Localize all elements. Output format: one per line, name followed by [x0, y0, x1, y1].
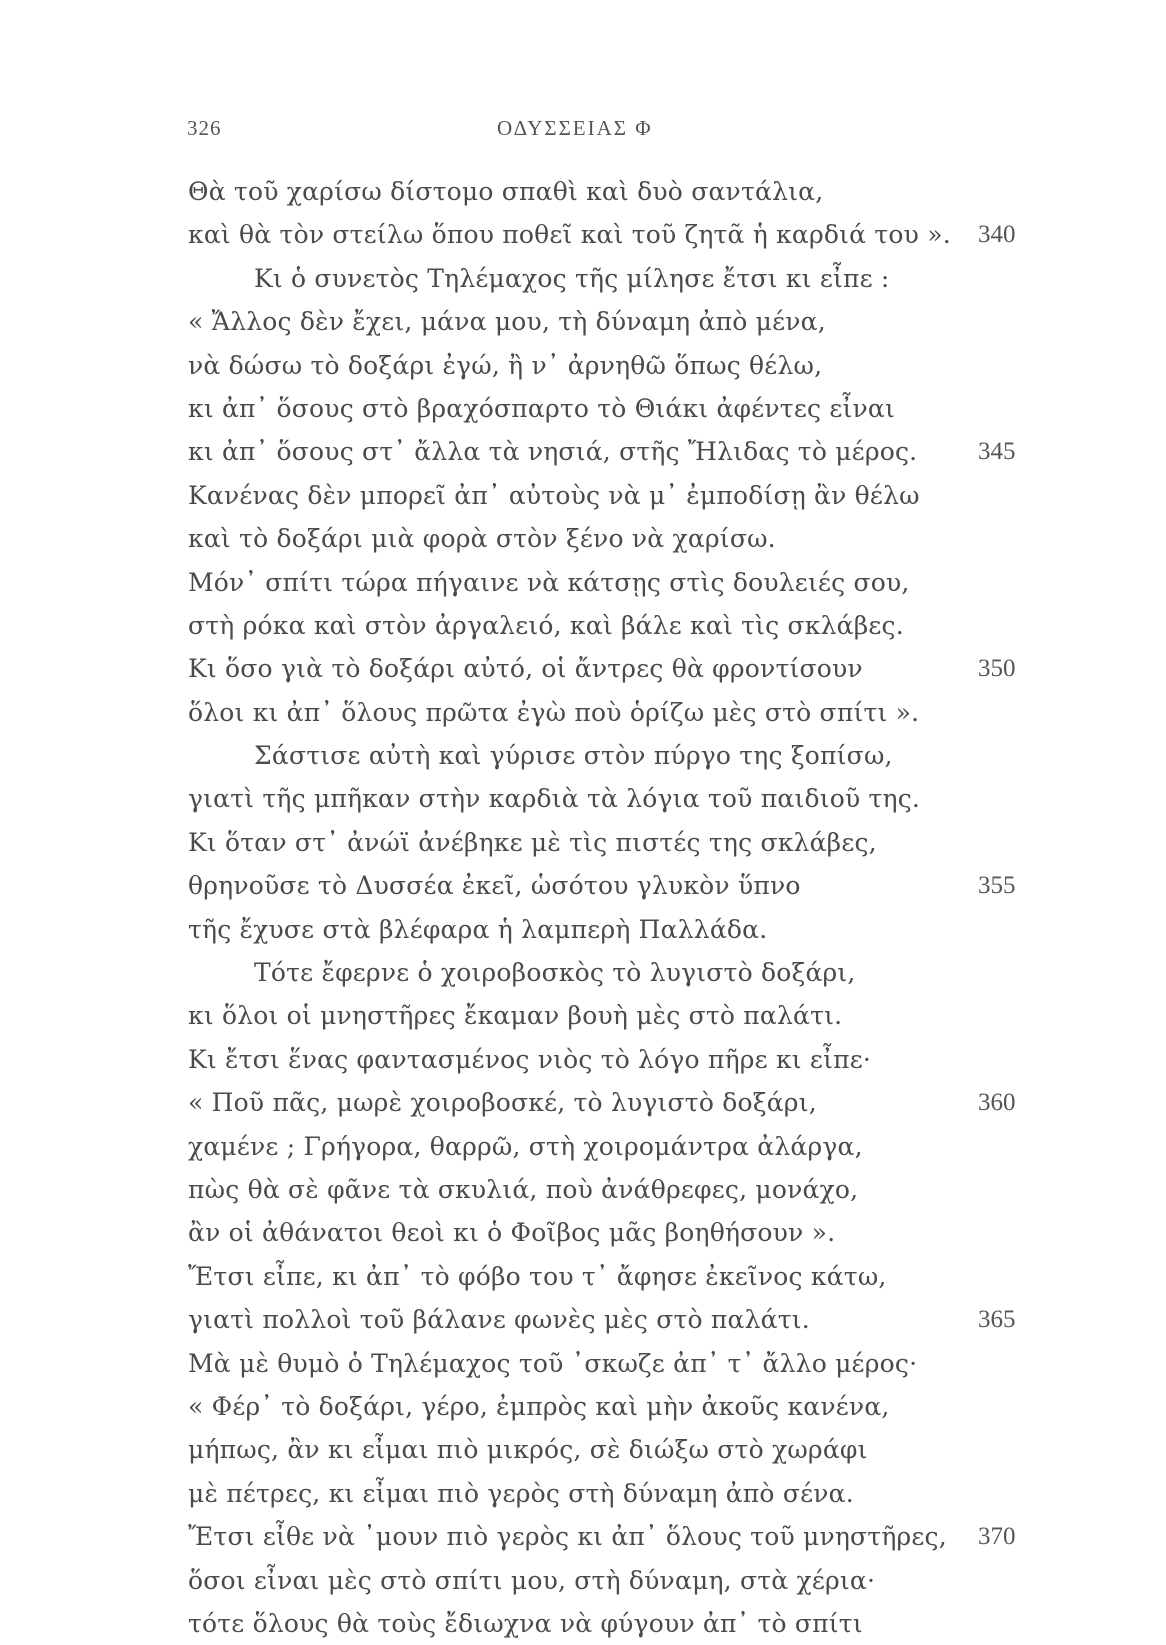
verse-line [188, 430, 1038, 473]
line-number: 350 [978, 655, 1016, 683]
verse-line [188, 734, 1038, 777]
verse-line [188, 1515, 1038, 1558]
verse-text: Τότε ἔφερνε ὁ χοιροβοσκὸς τὸ λυγιστὸ δοξάρι, [254, 958, 856, 988]
verse-text: τότε ὅλους θὰ τοὺς ἔδιωχνα νὰ φύγουν ἀπ᾽ τὸ σπίτι [188, 1608, 863, 1638]
verse-line [188, 1385, 1038, 1428]
verse-line [188, 951, 1038, 994]
page-header [187, 116, 967, 146]
verse-line [188, 994, 1038, 1037]
verse-text: « Ἄλλος δὲν ἔχει, μάνα μου, τὴ δύναμη ἀπὸ μένα, [188, 307, 826, 337]
verse-text: ἂν οἱ ἀθάνατοι θεοὶ κι ὁ Φοῖβος μᾶς βοηθήσουν ». [188, 1218, 836, 1248]
verse-line [188, 1472, 1038, 1515]
verse-text: Σάστισε αὐτὴ καὶ γύρισε στὸν πύργο της ξοπίσω, [254, 741, 893, 771]
verse-line [188, 1038, 1038, 1081]
verse-text: πὼς θὰ σὲ φᾶνε τὰ σκυλιά, ποὺ ἀνάθρεφες, μονάχο, [188, 1174, 859, 1204]
line-number: 340 [978, 221, 1016, 249]
line-number: 355 [978, 872, 1016, 900]
verse-text: χαμένε ; Γρήγορα, θαρρῶ, στὴ χοιρομάντρα ἀλάργα, [188, 1131, 863, 1161]
verse-line [188, 821, 1038, 864]
verse-text: μὲ πέτρες, κι εἶμαι πιὸ γερὸς στὴ δύναμη ἀπὸ σένα. [188, 1478, 854, 1508]
verse-line [188, 213, 1038, 256]
verse-line [188, 1211, 1038, 1254]
verse-line [188, 647, 1038, 690]
line-number: 345 [978, 438, 1016, 466]
verse-text: ὅσοι εἶναι μὲς στὸ σπίτι μου, στὴ δύναμη, στὰ χέρια· [188, 1565, 876, 1595]
verse-line [188, 1125, 1038, 1168]
verse-text: νὰ δώσω τὸ δοξάρι ἐγώ, ἢ ν᾽ ἀρνηθῶ ὅπως θέλω, [188, 350, 823, 380]
page-number: 326 [187, 116, 222, 140]
verse-line [188, 908, 1038, 951]
verse-line [188, 1298, 1038, 1341]
verse-line [188, 1081, 1038, 1124]
verse-text: Θὰ τοῦ χαρίσω δίστομο σπαθὶ καὶ δυὸ σαντάλια, [188, 177, 824, 206]
verse-text: Κι ἔτσι ἕνας φαντασμένος νιὸς τὸ λόγο πῆρε κι εἶπε· [188, 1044, 872, 1074]
verse-line [188, 561, 1038, 604]
verse-line [188, 517, 1038, 560]
verse-text: γιατὶ τῆς μπῆκαν στὴν καρδιὰ τὰ λόγια τοῦ παιδιοῦ της. [188, 784, 921, 814]
verse-text: στὴ ρόκα καὶ στὸν ἀργαλειό, καὶ βάλε καὶ τὶς σκλάβες. [188, 610, 904, 640]
verse-line [188, 474, 1038, 517]
verse-text: Ἔτσι εἶπε, κι ἀπ᾽ τὸ φόβο του τ᾽ ἄφησε ἐκεῖνος κάτω, [188, 1261, 887, 1291]
verse-text: γιατὶ πολλοὶ τοῦ βάλανε φωνὲς μὲς στὸ παλάτι. [188, 1305, 810, 1335]
verse-line [188, 300, 1038, 343]
verse-text: καὶ θὰ τὸν στείλω ὅπου ποθεῖ καὶ τοῦ ζητᾶ ἡ καρδιά του ». [188, 220, 951, 250]
verse-text: « Φέρ᾽ τὸ δοξάρι, γέρο, ἐμπρὸς καὶ μὴν ἀκοῦς κανένα, [188, 1391, 890, 1421]
verse-text: Μὰ μὲ θυμὸ ὁ Τηλέμαχος τοῦ ᾽σκωζε ἀπ᾽ τ᾽ ἄλλο μέρος· [188, 1348, 918, 1378]
verse-text: Μόν᾽ σπίτι τώρα πήγαινε νὰ κάτσῃς στὶς δουλειές σου, [188, 567, 910, 597]
line-number: 360 [978, 1089, 1016, 1117]
line-number: 365 [978, 1306, 1016, 1334]
verse-text: κι ὅλοι οἱ μνηστῆρες ἔκαμαν βουὴ μὲς στὸ παλάτι. [188, 1001, 843, 1031]
verse-line [188, 864, 1038, 907]
verse-text: Κι ὅσο γιὰ τὸ δοξάρι αὐτό, οἱ ἄντρες θὰ φροντίσουν [188, 654, 863, 684]
verse-line [188, 1342, 1038, 1385]
verse-line [188, 1559, 1038, 1602]
verse-block [188, 170, 1038, 1645]
verse-text: Κι ὁ συνετὸς Τηλέμαχος τῆς μίλησε ἔτσι κι εἶπε : [254, 263, 890, 293]
verse-text: θρηνοῦσε τὸ Δυσσέα ἐκεῖ, ὡσότου γλυκὸν ὕπνο [188, 871, 801, 901]
verse-text: τῆς ἔχυσε στὰ βλέφαρα ἡ λαμπερὴ Παλλάδα. [188, 914, 768, 944]
verse-line [188, 344, 1038, 387]
verse-line [188, 387, 1038, 430]
verse-text: « Ποῦ πᾶς, μωρὲ χοιροβοσκέ, τὸ λυγιστὸ δοξάρι, [188, 1088, 817, 1118]
verse-line [188, 691, 1038, 734]
verse-text: κι ἀπ᾽ ὅσους στ᾽ ἄλλα τὰ νησιά, στῆς Ἤλιδας τὸ μέρος. [188, 437, 918, 467]
verse-text: ὅλοι κι ἀπ᾽ ὅλους πρῶτα ἐγὼ ποὺ ὁρίζω μὲς στὸ σπίτι ». [188, 697, 920, 727]
line-number: 370 [978, 1523, 1016, 1551]
verse-line [188, 1168, 1038, 1211]
verse-text: Κι ὅταν στ᾽ ἀνώϊ ἀνέβηκε μὲ τὶς πιστές της σκλάβες, [188, 827, 877, 857]
verse-line [188, 170, 1038, 213]
verse-line [188, 1255, 1038, 1298]
verse-line [188, 777, 1038, 820]
verse-line [188, 604, 1038, 647]
verse-line [188, 1428, 1038, 1471]
verse-text: καὶ τὸ δοξάρι μιὰ φορὰ στὸν ξένο νὰ χαρίσω. [188, 524, 776, 554]
verse-text: μήπως, ἂν κι εἶμαι πιὸ μικρός, σὲ διώξω στὸ χωράφι [188, 1435, 868, 1465]
verse-text: Ἔτσι εἶθε νὰ ᾽μουν πιὸ γερὸς κι ἀπ᾽ ὅλους τοῦ μνηστῆρες, [188, 1522, 947, 1552]
verse-line [188, 1602, 1038, 1645]
verse-text: Κανένας δὲν μπορεῖ ἀπ᾽ αὐτοὺς νὰ μ᾽ ἐμποδίσῃ ἂν θέλω [188, 480, 920, 510]
verse-text: κι ἀπ᾽ ὅσους στὸ βραχόσπαρτο τὸ Θιάκι ἀφέντες εἶναι [188, 393, 895, 423]
running-title: ΟΔΥΣΣΕΙΑΣ Φ [497, 116, 653, 140]
verse-line [188, 257, 1038, 300]
